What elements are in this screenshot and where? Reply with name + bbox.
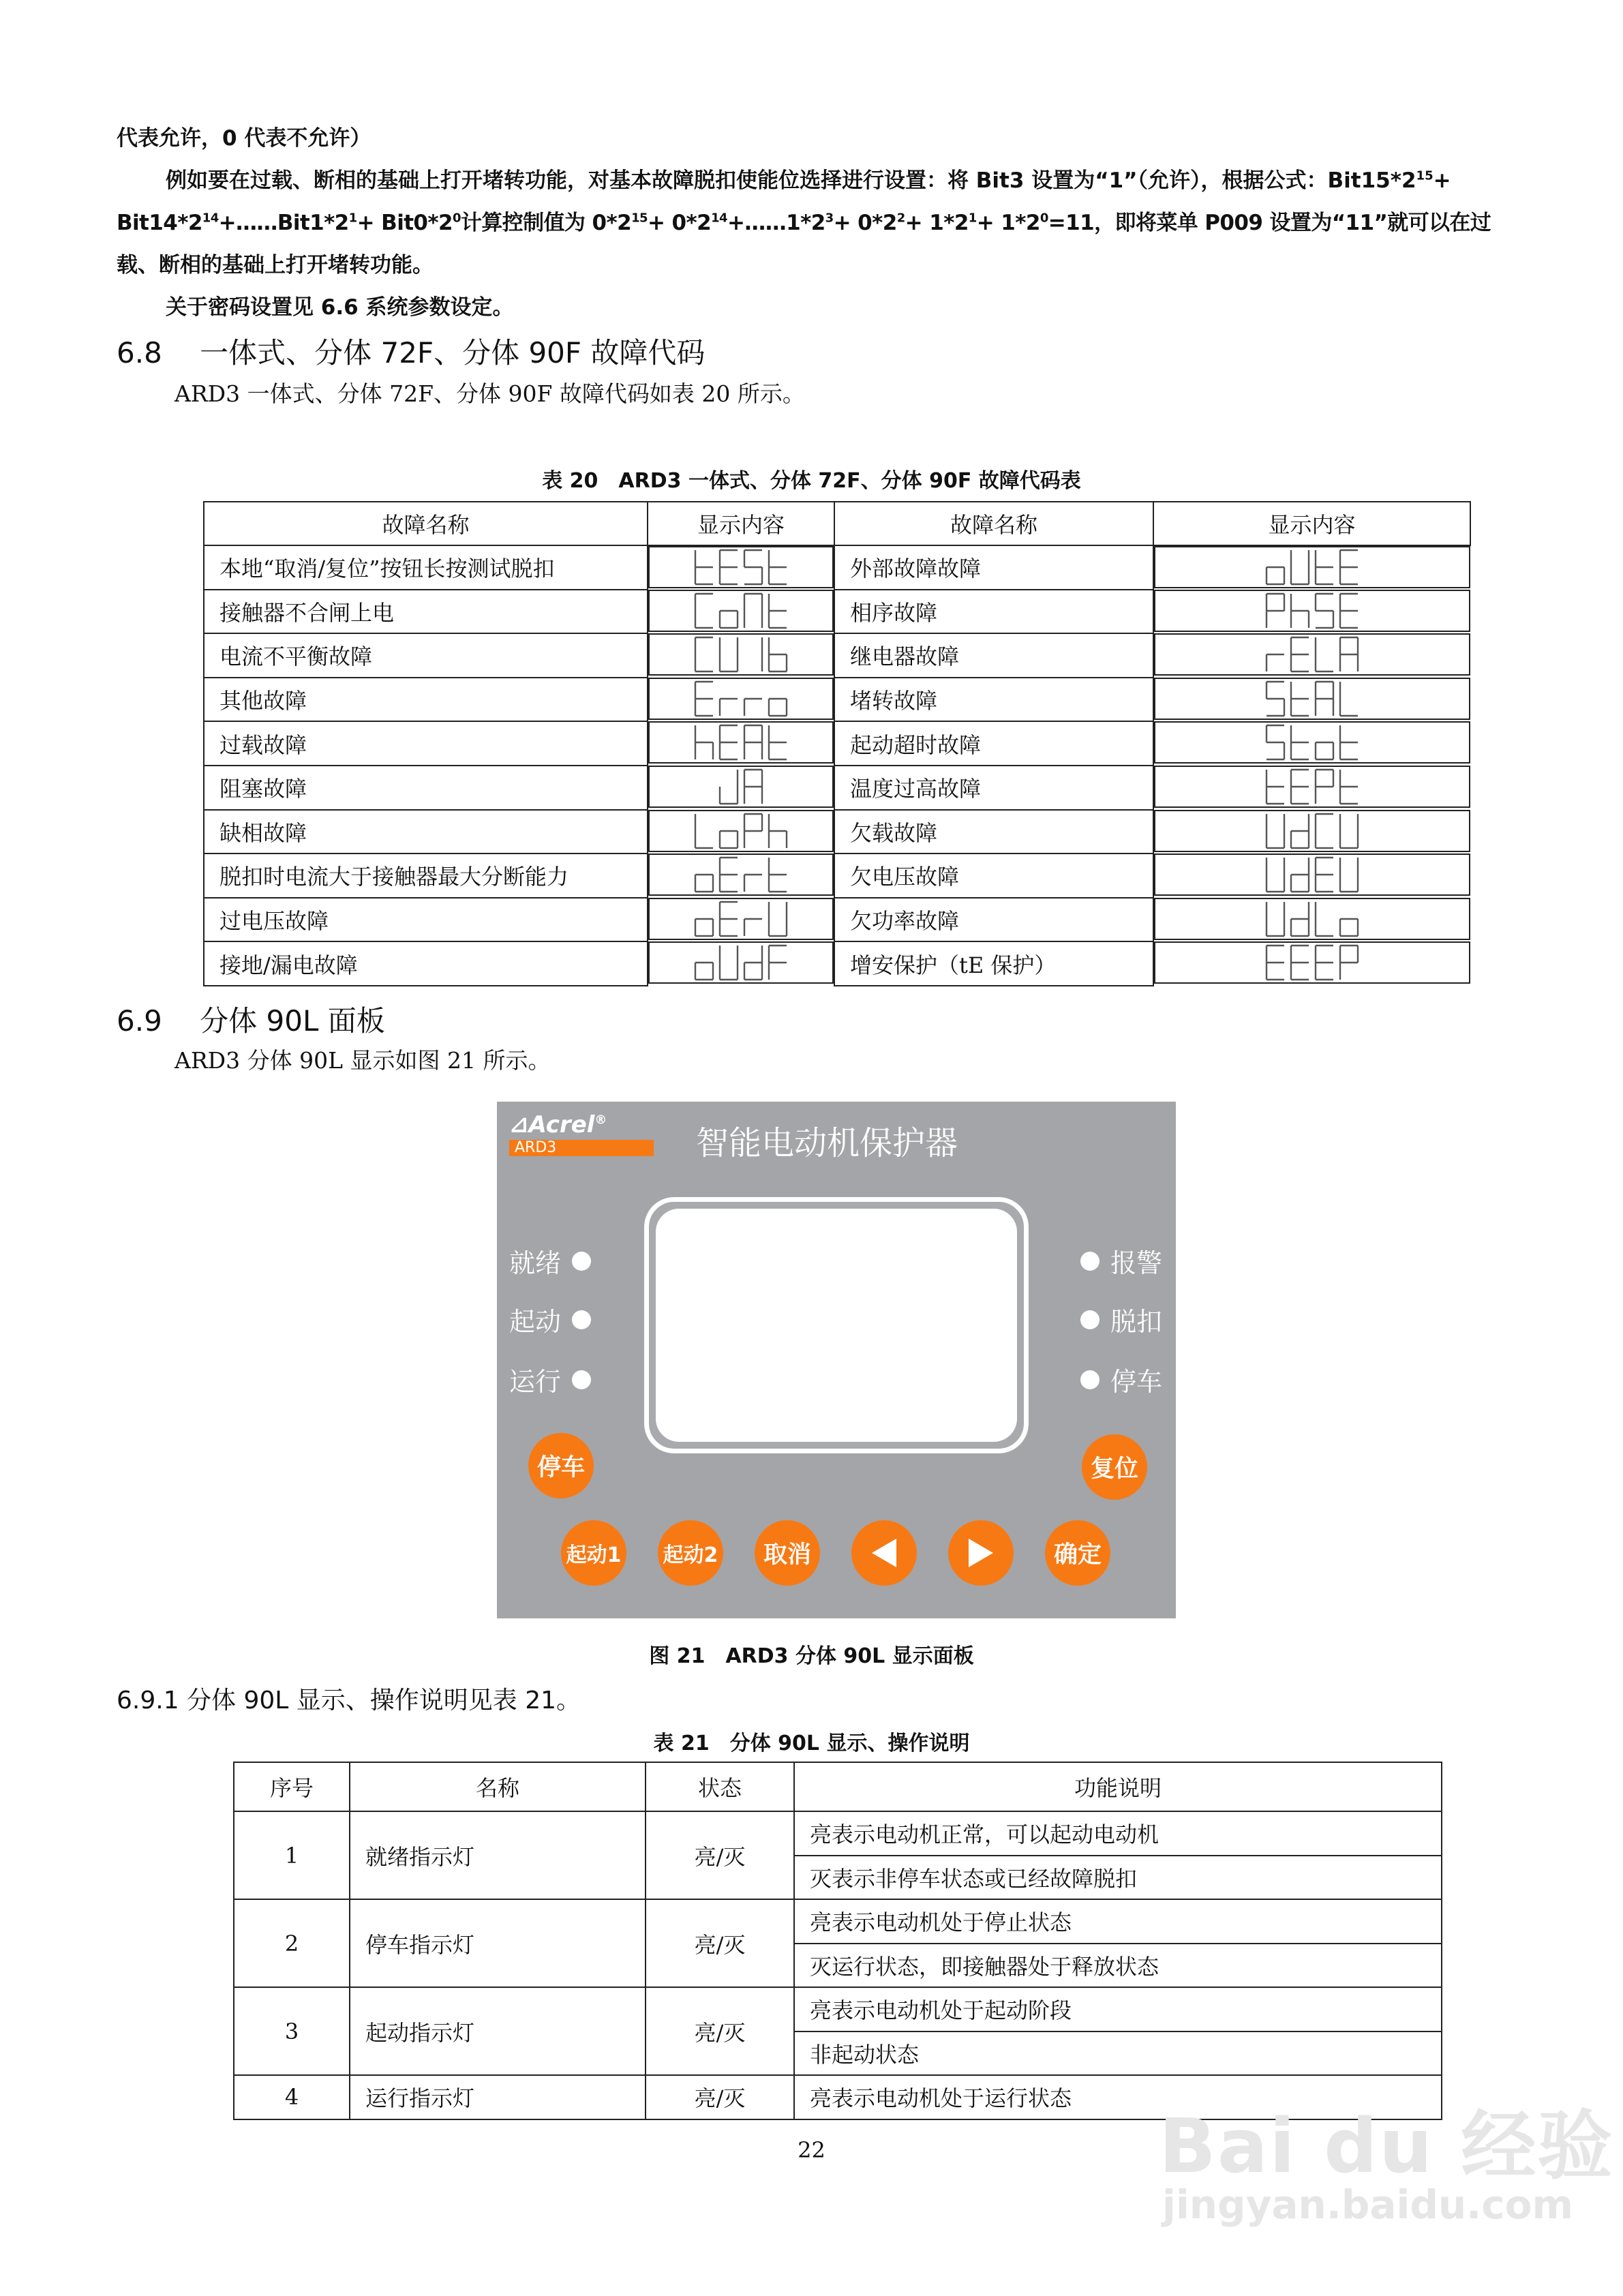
table-20: [203, 501, 1471, 986]
lcd-code-icon: [1264, 635, 1361, 674]
table-20-header: 显示内容: [1153, 502, 1470, 545]
section-6-9-1-title: 6.9.1 分体 90L 显示、操作说明见表 21。: [117, 1687, 581, 1715]
description-cell: 灭表示非停车状态或已经故障脱扣: [794, 1856, 1442, 1900]
fault-code-cell: [1154, 810, 1470, 852]
name-cell: 运行指示灯: [350, 2075, 646, 2119]
table-row: [234, 1899, 1442, 1944]
stop-button: 停车: [528, 1433, 594, 1498]
fault-name-cell: 脱扣时电流大于接触器最大分断能力: [204, 854, 648, 898]
index-cell: 3: [234, 1987, 350, 2075]
intro-line-4: 载、断相的基础上打开堵转功能。: [117, 253, 434, 277]
description-cell: 亮表示电动机处于运行状态: [794, 2075, 1442, 2119]
table-row: [204, 678, 1470, 722]
table-21: [233, 1762, 1442, 2120]
start1-button: 起动1: [561, 1520, 626, 1586]
lcd-code-icon: [693, 635, 789, 674]
fault-code-cell: [1154, 721, 1470, 764]
fault-code-cell: [1154, 678, 1470, 720]
fault-code-cell: [648, 766, 834, 808]
panel-title: 智能电动机保护器: [696, 1124, 958, 1162]
table-21-header: 功能说明: [794, 1762, 1442, 1811]
fault-code-cell: [1154, 766, 1470, 808]
fault-code-cell: [1154, 590, 1470, 632]
section-6-9-title: 6.9 分体 90L 面板: [117, 1004, 385, 1038]
cancel-button: 取消: [755, 1520, 820, 1586]
table-21-caption: 表 21 分体 90L 显示、操作说明: [653, 1732, 970, 1755]
fault-name-cell: 接触器不合闸上电: [204, 590, 648, 634]
lcd-code-icon: [717, 767, 765, 806]
fault-name-cell: 欠电压故障: [834, 854, 1153, 898]
lcd-code-icon: [693, 811, 789, 851]
fault-code-cell: [648, 678, 834, 720]
table-row: [204, 854, 1470, 898]
fault-name-cell: 堵转故障: [834, 678, 1153, 722]
state-cell: 亮/灭: [646, 2075, 794, 2119]
name-cell: 起动指示灯: [350, 1987, 646, 2075]
table-20-header: 故障名称: [204, 502, 648, 545]
name-cell: 就绪指示灯: [350, 1811, 646, 1899]
table-row: [234, 1811, 1442, 1856]
fault-name-cell: 欠功率故障: [834, 898, 1153, 942]
lcd-code-icon: [1264, 943, 1361, 982]
lcd-code-icon: [1264, 679, 1361, 719]
fault-name-cell: 过电压故障: [204, 898, 648, 942]
fault-name-cell: 阻塞故障: [204, 766, 648, 810]
table-row: [204, 590, 1470, 634]
lcd-code-icon: [1264, 723, 1361, 762]
table-row: [204, 721, 1470, 766]
lcd-code-icon: [693, 723, 789, 762]
fault-name-cell: 起动超时故障: [834, 721, 1153, 766]
page-number: 22: [798, 2137, 825, 2163]
lcd-screen: [644, 1197, 1029, 1453]
indicator-trip: 脱扣: [1080, 1301, 1162, 1338]
description-cell: 灭运行状态，即接触器处于释放状态: [794, 1944, 1442, 1988]
fault-code-cell: [648, 721, 834, 764]
intro-line-2: 例如要在过载、断相的基础上打开堵转功能，对基本故障脱扣使能位选择进行设置：将 Bit3 设置为“1”（允许），根据公式：$Bit15*2^{15}+$: [166, 168, 1451, 193]
brand-logo: ⊿Acrel®: [509, 1111, 607, 1138]
indicator-start: 起动: [509, 1301, 591, 1338]
model-bar: ARD3: [509, 1140, 654, 1156]
description-cell: 亮表示电动机正常，可以起动电动机: [794, 1811, 1442, 1856]
confirm-button: 确定: [1045, 1520, 1110, 1586]
baidu-jingyan-watermark: Bai du 经验: [1159, 2102, 1614, 2190]
description-cell: 亮表示电动机处于停止状态: [794, 1899, 1442, 1944]
fault-name-cell: 增安保护（tE 保护）: [834, 941, 1153, 986]
table-21-header: 序号: [234, 1762, 350, 1811]
protector-panel-image: [497, 1102, 1176, 1618]
led-icon: [572, 1370, 591, 1389]
table-row: [204, 810, 1470, 854]
fault-code-cell: [1154, 854, 1470, 896]
fault-code-cell: [1154, 898, 1470, 940]
lcd-code-icon: [1264, 547, 1361, 587]
lcd-code-icon: [693, 899, 789, 939]
indicator-run: 运行: [509, 1361, 591, 1398]
section-6-8-title: 6.8 一体式、分体 72F、分体 90F 故障代码: [117, 336, 706, 369]
fault-name-cell: 欠载故障: [834, 810, 1153, 854]
arrow-left-icon: [869, 1536, 899, 1570]
fault-name-cell: 本地“取消/复位”按钮长按测试脱扣: [204, 545, 648, 590]
fault-name-cell: 外部故障故障: [834, 545, 1153, 590]
fault-code-cell: [648, 854, 834, 896]
state-cell: 亮/灭: [646, 1987, 794, 2075]
indicator-alarm: 报警: [1080, 1242, 1162, 1280]
figure-21-caption: 图 21 ARD3 分体 90L 显示面板: [649, 1644, 974, 1668]
section-6-8-body: ARD3 一体式、分体 72F、分体 90F 故障代码如表 20 所示。: [175, 380, 805, 407]
right-button: [948, 1520, 1014, 1586]
fault-name-cell: 缺相故障: [204, 810, 648, 854]
state-cell: 亮/灭: [646, 1811, 794, 1899]
indicator-ready: 就绪: [509, 1242, 591, 1280]
watermark-url: jingyan.baidu.com: [1162, 2181, 1573, 2228]
fault-name-cell: 电流不平衡故障: [204, 633, 648, 678]
table-row: [204, 766, 1470, 810]
section-6-9-body: ARD3 分体 90L 显示如图 21 所示。: [175, 1047, 551, 1074]
index-cell: 1: [234, 1811, 350, 1899]
lcd-code-icon: [693, 547, 789, 587]
table-row: [204, 633, 1470, 678]
description-cell: 亮表示电动机处于起动阶段: [794, 1987, 1442, 2031]
intro-line-3: $Bit14*2^{14}+\dots\dots Bit1*2^1+ Bit0*2^0$计算控制值为 $0*2^{15}+$ $0*2^{14}+\dots\dots 1*2^3+ 0*2^2+ 1*2^1+ 1*2^0=11$，即将菜单 P009 设置为“11”就可以在过: [117, 211, 1491, 235]
led-icon: [1080, 1252, 1099, 1271]
fault-code-cell: [648, 633, 834, 676]
fault-name-cell: 接地/漏电故障: [204, 941, 648, 986]
fault-code-cell: [1154, 546, 1470, 588]
state-cell: 亮/灭: [646, 1899, 794, 1987]
lcd-code-icon: [1264, 811, 1361, 851]
lcd-code-icon: [1264, 767, 1361, 806]
fault-name-cell: 其他故障: [204, 678, 648, 722]
fault-code-cell: [648, 898, 834, 940]
lcd-code-icon: [693, 679, 789, 719]
table-21-header: 状态: [646, 1762, 794, 1811]
fault-code-cell: [648, 546, 834, 588]
led-icon: [1080, 1310, 1099, 1329]
fault-code-cell: [1154, 633, 1470, 676]
table-row: [204, 898, 1470, 942]
index-cell: 2: [234, 1899, 350, 1987]
table-row: [234, 1987, 1442, 2031]
lcd-code-icon: [1264, 855, 1361, 894]
fault-code-cell: [648, 590, 834, 632]
intro-line-1: 代表允许，0 代表不允许）: [117, 126, 371, 151]
lcd-code-icon: [1264, 899, 1361, 939]
fault-code-cell: [648, 941, 834, 984]
fault-name-cell: 温度过高故障: [834, 766, 1153, 810]
fault-name-cell: 过载故障: [204, 721, 648, 766]
lcd-code-icon: [1264, 591, 1361, 631]
fault-code-cell: [648, 810, 834, 852]
name-cell: 停车指示灯: [350, 1899, 646, 1987]
fault-name-cell: 继电器故障: [834, 633, 1153, 678]
led-icon: [572, 1310, 591, 1329]
index-cell: 4: [234, 2075, 350, 2119]
indicator-stop: 停车: [1080, 1361, 1162, 1398]
fault-name-cell: 相序故障: [834, 590, 1153, 634]
arrow-right-icon: [966, 1536, 996, 1570]
description-cell: 非起动状态: [794, 2031, 1442, 2076]
reset-button: 复位: [1082, 1434, 1147, 1500]
intro-line-5: 关于密码设置见 6.6 系统参数设定。: [166, 295, 514, 320]
table-row: [204, 545, 1470, 590]
start2-button: 起动2: [658, 1520, 723, 1586]
table-20-header: 显示内容: [648, 502, 834, 545]
table-20-header: 故障名称: [834, 502, 1153, 545]
left-button: [851, 1520, 917, 1586]
led-icon: [1080, 1370, 1099, 1389]
table-21-header: 名称: [350, 1762, 646, 1811]
lcd-code-icon: [693, 591, 789, 631]
fault-code-cell: [1154, 941, 1470, 984]
lcd-code-icon: [693, 855, 789, 894]
lcd-code-icon: [693, 943, 789, 982]
acrel-logo-icon: ⊿: [509, 1111, 529, 1138]
table-row: [204, 941, 1470, 986]
table-20-caption: 表 20 ARD3 一体式、分体 72F、分体 90F 故障代码表: [542, 469, 1081, 493]
led-icon: [572, 1252, 591, 1271]
